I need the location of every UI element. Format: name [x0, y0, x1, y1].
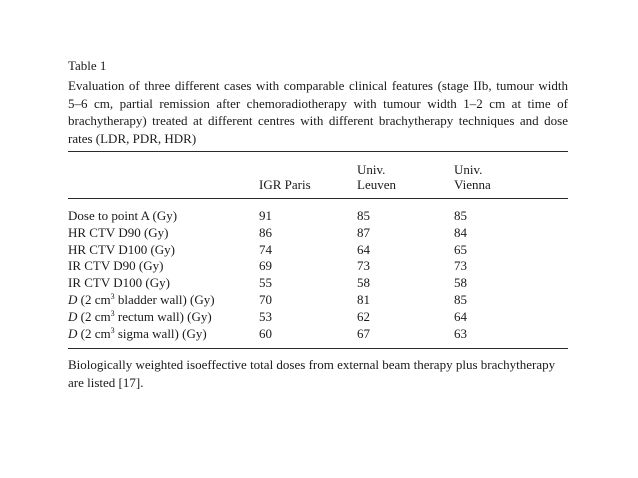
header-row: [68, 152, 568, 198]
header-empty: [68, 152, 259, 198]
cell-vienna: 58: [454, 275, 467, 291]
cell-vienna: 85: [454, 208, 467, 223]
table-row: [68, 326, 568, 349]
table-row: [68, 225, 568, 242]
header-leuven-line1: Univ.: [357, 162, 386, 177]
cell-igr: 70: [259, 291, 272, 307]
row-label: [68, 326, 259, 349]
header-igr-paris: IGR Paris: [259, 177, 311, 192]
label-post: sigma wall) (Gy): [114, 325, 207, 341]
row-label: IR CTV D90 (Gy): [68, 258, 164, 274]
row-label: Dose to point A (Gy): [68, 208, 178, 223]
cell-vienna: 65: [454, 241, 467, 257]
cell-vienna: 64: [454, 308, 467, 324]
cell-igr: 86: [259, 224, 272, 240]
cell-leuven: 73: [357, 258, 370, 274]
results-table: [68, 152, 568, 348]
row-label: [68, 292, 259, 309]
header-vienna-line2: Vienna: [454, 177, 491, 192]
header-vienna-line1: Univ.: [454, 162, 483, 177]
table-caption: Evaluation of three different cases with comparable clinical features (stage IIb, tumour width 5–6 cm, partial remission after chemoradiotherapy with tumour width 1–2 cm at time of brachytherapy) treated at different centres with different brachytherapy techniques and dose rates (LDR, PDR, HDR): [68, 78, 568, 146]
cell-igr: 74: [259, 241, 272, 257]
cell-leuven: 58: [357, 275, 370, 291]
table-row: [68, 258, 568, 275]
table-row: [68, 309, 568, 326]
cell-igr: 55: [259, 275, 272, 291]
label-post: bladder wall) (Gy): [114, 291, 215, 307]
label-pre: (2 cm: [77, 308, 111, 324]
cell-igr: 91: [259, 208, 272, 223]
row-label: IR CTV D100 (Gy): [68, 275, 170, 291]
cell-igr: 53: [259, 308, 272, 324]
table-label: Table 1: [68, 58, 107, 73]
label-post: rectum wall) (Gy): [114, 308, 212, 324]
label-sup: 3: [110, 325, 115, 335]
row-label: HR CTV D100 (Gy): [68, 241, 176, 257]
header-univ-vienna: [454, 152, 568, 198]
cell-vienna: 73: [454, 258, 467, 274]
table-row: [68, 242, 568, 259]
cell-leuven: 67: [357, 325, 370, 341]
document-page: [68, 57, 568, 391]
row-label: [68, 309, 259, 326]
cell-leuven: 85: [357, 208, 370, 223]
cell-igr: 69: [259, 258, 272, 274]
label-sup: 3: [110, 308, 115, 318]
label-d: D: [68, 325, 78, 341]
table-row: [68, 275, 568, 292]
cell-vienna: 85: [454, 291, 467, 307]
cell-leuven: 64: [357, 241, 370, 257]
label-pre: (2 cm: [77, 325, 111, 341]
label-d: D: [68, 308, 78, 324]
cell-leuven: 62: [357, 308, 370, 324]
cell-vienna: 84: [454, 224, 467, 240]
table-row: [68, 292, 568, 309]
label-pre: (2 cm: [77, 291, 111, 307]
header-leuven-line2: Leuven: [357, 177, 396, 192]
cell-leuven: 81: [357, 291, 370, 307]
label-sup: 3: [110, 291, 115, 301]
table-row: [68, 199, 568, 225]
cell-leuven: 87: [357, 224, 370, 240]
bottom-rule: [68, 348, 568, 349]
table-footnote: Biologically weighted isoeffective total doses from external beam therapy plus brachytherapy are listed [17].: [68, 357, 556, 390]
header-univ-leuven: [357, 152, 454, 198]
row-label: HR CTV D90 (Gy): [68, 224, 169, 240]
label-d: D: [68, 291, 78, 307]
cell-igr: 60: [259, 325, 272, 341]
cell-vienna: 63: [454, 325, 467, 341]
